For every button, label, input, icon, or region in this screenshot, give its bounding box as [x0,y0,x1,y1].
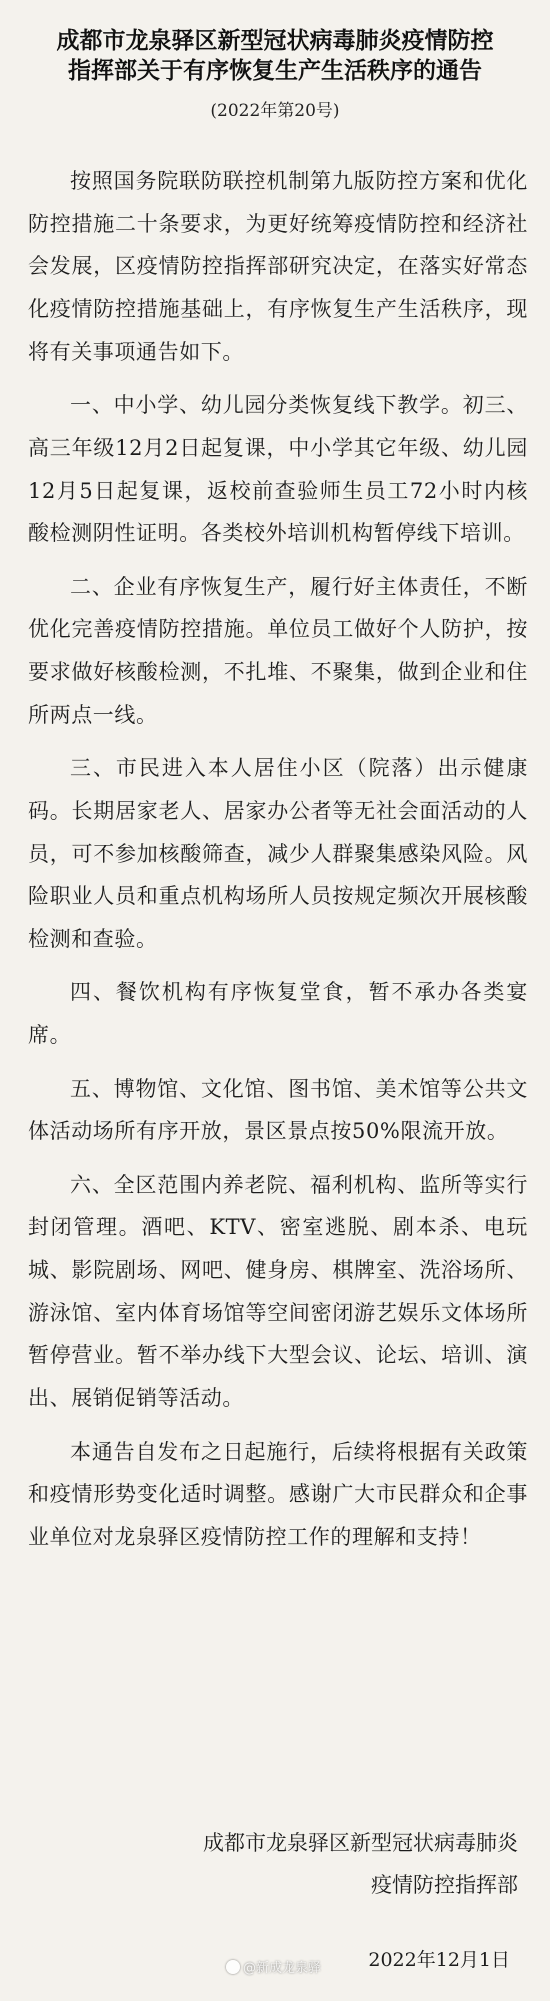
paragraph-venues: 五、博物馆、文化馆、图书馆、美术馆等公共文体活动场所有序开放，景区景点按50%限流开放。 [28,1076,528,1144]
signature-line-2: 疫情防控指挥部 [371,1873,518,1897]
notice-body [28,160,528,1569]
paragraph-schools: 一、中小学、幼儿园分类恢复线下教学。初三、高三年级12月2日起复课，中小学其它年级、幼儿园12月5日起复课，返校前查验师生员工72小时内核酸检测阴性证明。各类校外培训机构暂停线下培训。 [28,393,528,546]
paragraph-enterprises: 二、企业有序恢复生产，履行好主体责任，不断优化完善疫情防控措施。单位员工做好个人防护，按要求做好核酸检测，不扎堆、不聚集，做到企业和住所两点一线。 [28,574,528,727]
document-number: (2022年第20号) [210,101,340,121]
issuer-signature [203,1822,518,1906]
paragraph-closing: 本通告自发布之日起施行，后续将根据有关政策和疫情形势变化适时调整。感谢广大市民群众和企事业单位对龙泉驿区疫情防控工作的理解和支持！ [28,1439,528,1549]
signature-line-1: 成都市龙泉驿区新型冠状病毒肺炎 [203,1831,518,1855]
title-line-2: 指挥部关于有序恢复生产生活秩序的通告 [68,58,482,84]
paragraph-residents: 三、市民进入本人居住小区（院落）出示健康码。长期居家老人、居家办公者等无社会面活动的人员，可不参加核酸筛查，减少人群聚集感染风险。风险职业人员和重点机构场所人员按规定频次开展核酸检测和查验。 [28,756,528,952]
weibo-watermark [226,1957,321,1976]
watermark-text: @新成龙泉驿 [243,1961,322,1976]
issue-date: 2022年12月1日 [368,1949,510,1971]
paragraph-closures: 六、全区范围内养老院、福利机构、监所等实行封闭管理。酒吧、KTV、密室逃脱、剧本杀、电玩城、影院剧场、网吧、健身房、棋牌室、洗浴场所、游泳馆、室内体育场馆等空间密闭游艺娱乐文体场所暂停营业。暂不举办线下大型会议、论坛、培训、演出、展销促销等活动。 [28,1172,528,1411]
notice-title [0,26,550,86]
title-line-1: 成都市龙泉驿区新型冠状病毒肺炎疫情防控 [56,28,494,54]
weibo-icon [226,1960,240,1974]
paragraph-dining: 四、餐饮机构有序恢复堂食，暂不承办各类宴席。 [28,980,528,1048]
paragraph-intro: 按照国务院联防联控机制第九版防控方案和优化防控措施二十条要求，为更好统筹疫情防控和经济社会发展，区疫情防控指挥部研究决定，在落实好常态化疫情防控措施基础上，有序恢复生产生活秩序，现将有关事项通告如下。 [28,169,528,364]
